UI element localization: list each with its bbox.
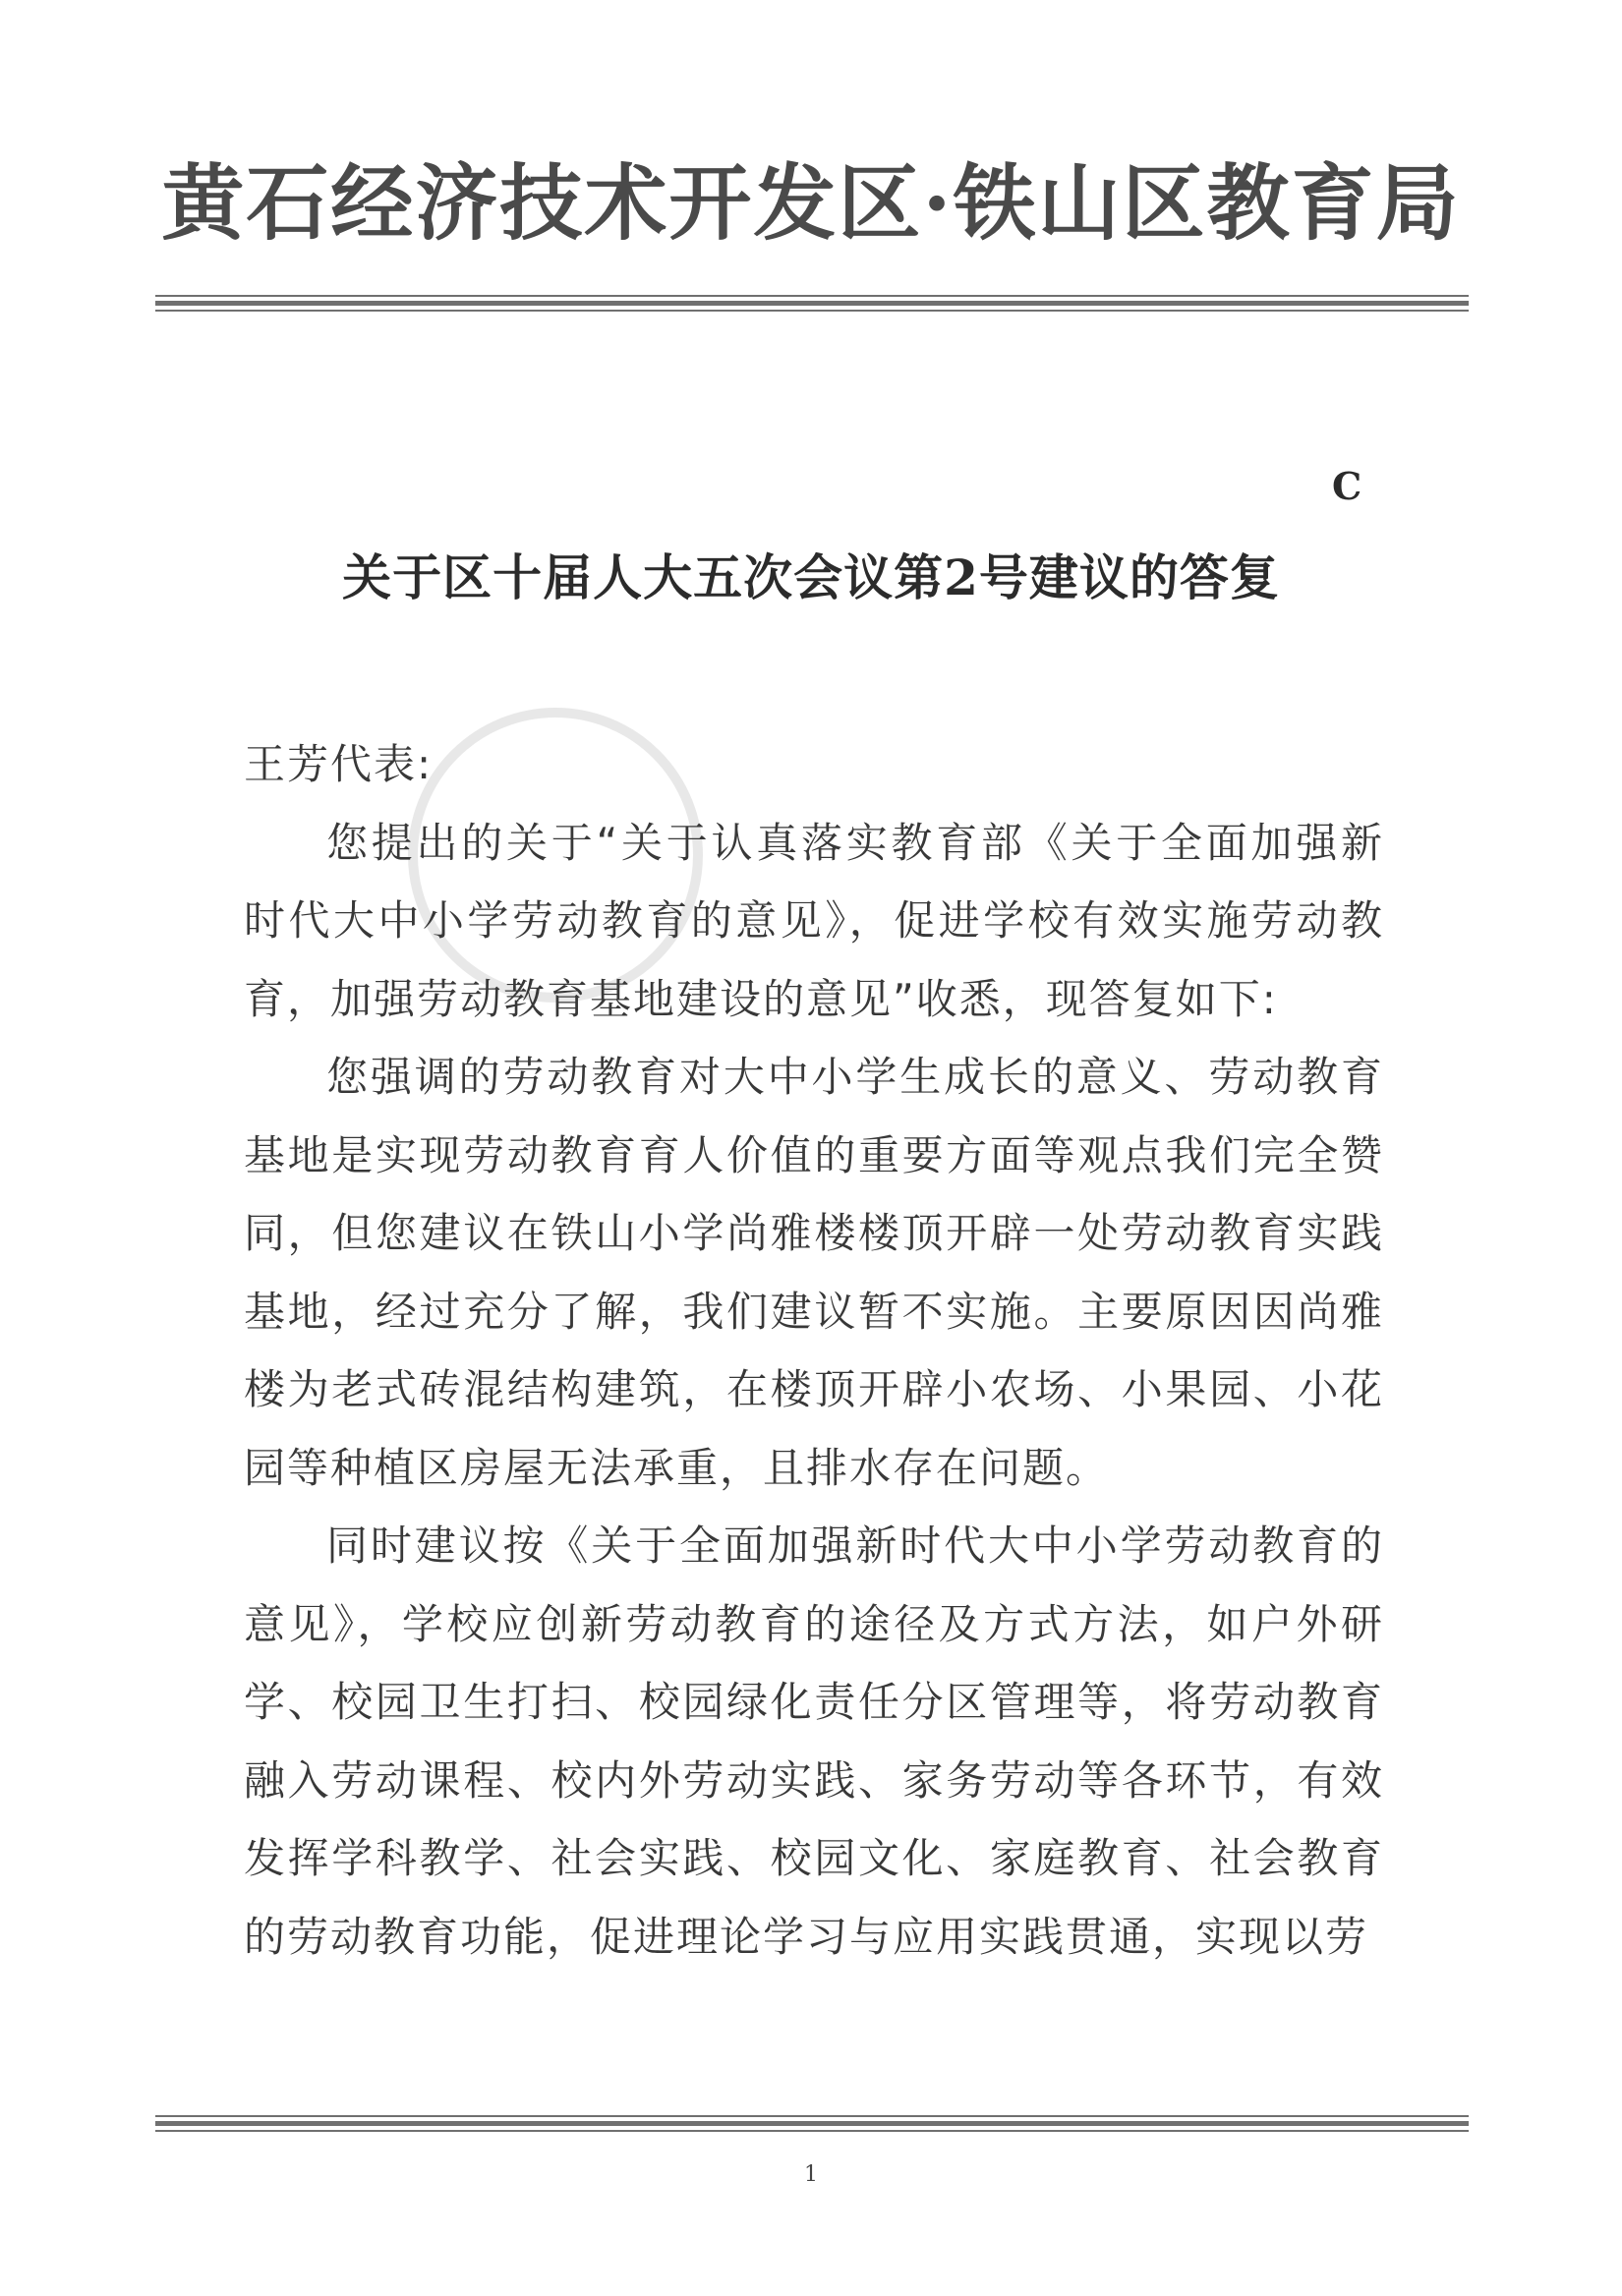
- header-divider-bottom: [155, 310, 1469, 312]
- body-paragraph-2: 您强调的劳动教育对大中小学生成长的意义、劳动教育基地是实现劳动教育育人价值的重要方面等观点我们完全赞同，但您建议在铁山小学尚雅楼楼顶开辟一处劳动教育实践基地，经过充分了解，我们建议暂不实施。主要原因因尚雅楼为老式砖混结构建筑，在楼顶开辟小农场、小果园、小花园等种植区房屋无法承重，且排水存在问题。: [244, 1053, 1384, 1492]
- footer-divider-top: [155, 2115, 1469, 2117]
- body-paragraph-3: 同时建议按《关于全面加强新时代大中小学劳动教育的意见》，学校应创新劳动教育的途径及方式方法，如户外研学、校园卫生打扫、校园绿化责任分区管理等，将劳动教育融入劳动课程、校内外劳动实践、家务劳动等各环节，有效发挥学科教学、社会实践、校园文化、家庭教育、社会教育的劳动教育功能，促进理论学习与应用实践贯通，实现以劳: [244, 1521, 1384, 1961]
- classification-mark: C: [1332, 464, 1362, 508]
- header-divider-top: [155, 295, 1469, 297]
- footer-divider-bottom: [155, 2130, 1469, 2132]
- document-title: 关于区十届人大五次会议第2号建议的答复: [342, 548, 1280, 606]
- page-number: 1: [804, 2162, 818, 2187]
- body-paragraph-1: 您提出的关于“关于认真落实教育部《关于全面加强新时代大中小学劳动教育的意见》，促进学校有效实施劳动教育，加强劳动教育基地建设的意见”收悉，现答复如下:: [244, 818, 1384, 1023]
- header-divider-middle: [155, 301, 1469, 306]
- agency-letterhead: 黄石经济技术开发区·铁山区教育局: [161, 154, 1461, 252]
- document-body: [244, 725, 1384, 1976]
- salutation: 王芳代表:: [244, 740, 434, 788]
- footer-divider-middle: [155, 2121, 1469, 2126]
